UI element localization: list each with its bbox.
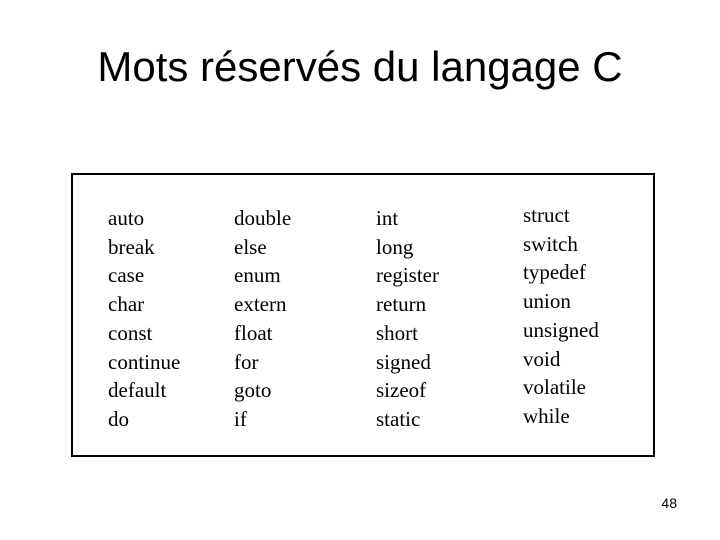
keyword-table-box [71, 173, 655, 457]
keyword-item: case [108, 263, 145, 288]
keyword-column-3 [376, 204, 439, 434]
keyword-column-2 [234, 204, 291, 434]
keyword-item: long [376, 234, 414, 259]
keyword-item: double [234, 206, 292, 230]
keyword-item: static [376, 406, 421, 431]
keyword-item: else [234, 234, 267, 259]
keyword-item: goto [234, 378, 272, 403]
keyword-item: char [108, 292, 145, 317]
keyword-item: typedef [523, 260, 586, 285]
keyword-item: do [108, 406, 129, 431]
keyword-item: void [523, 346, 561, 371]
keyword-item: continue [108, 349, 181, 374]
keyword-item: register [376, 263, 439, 288]
keyword-item: default [108, 378, 167, 403]
keyword-column-1 [108, 204, 180, 434]
keyword-item: float [234, 320, 273, 345]
keyword-item: switch [523, 231, 578, 256]
keyword-item: const [108, 320, 153, 345]
keyword-item: signed [376, 349, 431, 374]
keyword-item: struct [523, 203, 570, 227]
keyword-item: while [523, 403, 570, 428]
keyword-item: for [234, 349, 259, 374]
keyword-item: auto [108, 206, 145, 230]
keyword-item: union [523, 289, 571, 314]
keyword-item: short [376, 320, 418, 345]
keyword-item: int [376, 206, 399, 230]
keyword-item: extern [234, 292, 287, 317]
keyword-item: return [376, 292, 427, 317]
page-number: 48 [661, 495, 677, 511]
keyword-item: if [234, 406, 247, 431]
keyword-column-4 [523, 201, 599, 431]
keyword-item: unsigned [523, 317, 599, 342]
keyword-item: enum [234, 263, 281, 288]
keyword-item: sizeof [376, 378, 427, 403]
keyword-item: break [108, 234, 155, 259]
keyword-item: volatile [523, 375, 586, 400]
slide-title: Mots réservés du langage C [97, 43, 623, 90]
